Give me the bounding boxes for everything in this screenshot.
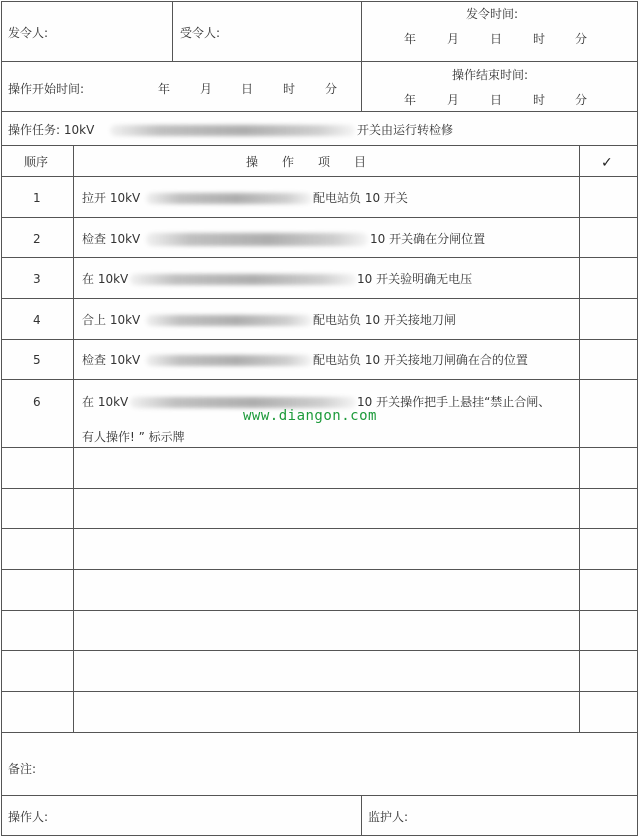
redacted-task-name [110,125,355,136]
issuer-label: 发令人: [8,26,49,40]
row-3-prefix: 在 10kV [82,272,129,286]
remarks-row-bottom [1,795,638,796]
task-label: 操作任务: 10kV [8,123,95,137]
issue-time-hour: 时 [533,32,546,46]
row-6-suffix: 10 开关操作把手上悬挂“禁止合闸、 [357,395,551,409]
border-left [1,1,2,836]
row-line-8 [1,528,638,529]
row-6-line2: 有人操作! ” 标示牌 [82,430,185,444]
header-divider-2 [361,1,362,61]
row-line-6 [1,447,638,448]
operator-label: 操作人: [8,810,49,824]
border-right [637,1,638,836]
issue-time-month: 月 [447,32,460,46]
row-1-seq: 1 [33,191,41,205]
row-line-4 [1,339,638,340]
redacted-row-5 [146,355,312,366]
start-time-hour: 时 [283,82,296,96]
row-3-suffix: 10 开关验明确无电压 [357,272,473,286]
start-time-month: 月 [200,82,213,96]
col-header-item: 操 作 项 目 [246,155,367,169]
row-4-suffix: 配电站负 10 开关接地刀闸 [313,313,456,327]
row-2-prefix: 检查 10kV [82,232,141,246]
table-col-divider-1 [73,145,74,732]
row-1-prefix: 拉开 10kV [82,191,141,205]
table-header-bottom [1,176,638,177]
start-time-minute: 分 [325,82,338,96]
row-5-seq: 5 [33,353,41,367]
optime-row-bottom [1,111,638,112]
receiver-label: 受令人: [180,26,221,40]
row-5-suffix: 配电站负 10 开关接地刀闸确在合的位置 [313,353,528,367]
row-6-seq: 6 [33,395,41,409]
row-3-seq: 3 [33,272,41,286]
start-time-day: 日 [241,82,254,96]
issue-time-label: 发令时间: [466,7,519,21]
row-line-5 [1,379,638,380]
end-time-year: 年 [404,93,417,107]
table-col-divider-2 [579,145,580,732]
row-5-prefix: 检查 10kV [82,353,141,367]
row-4-prefix: 合上 10kV [82,313,141,327]
row-line-3 [1,298,638,299]
row-line-13 [1,732,638,733]
issue-time-minute: 分 [575,32,588,46]
end-time-label: 操作结束时间: [452,68,529,82]
redacted-row-2 [146,233,368,246]
supervisor-label: 监护人: [368,810,409,824]
border-top [1,1,638,2]
site-watermark: www.diangon.com [243,408,377,424]
row-line-10 [1,610,638,611]
check-mark-icon: ✓ [601,155,613,171]
row-line-2 [1,257,638,258]
end-time-day: 日 [490,93,503,107]
task-row-bottom [1,145,638,146]
row-2-seq: 2 [33,232,41,246]
redacted-row-3 [130,274,356,285]
row-line-9 [1,569,638,570]
row-line-11 [1,650,638,651]
end-time-hour: 时 [533,93,546,107]
start-time-label: 操作开始时间: [8,82,85,96]
row-line-12 [1,691,638,692]
row-line-7 [1,488,638,489]
header-row-bottom [1,61,638,62]
issue-time-day: 日 [490,32,503,46]
end-time-minute: 分 [575,93,588,107]
optime-divider [361,61,362,111]
redacted-row-4 [146,315,312,326]
row-6-prefix: 在 10kV [82,395,129,409]
start-time-year: 年 [158,82,171,96]
footer-divider [361,795,362,836]
header-divider-1 [172,1,173,61]
remarks-label: 备注: [8,762,37,776]
redacted-row-6 [130,397,356,408]
redacted-row-1 [146,193,312,204]
row-1-suffix: 配电站负 10 开关 [313,191,408,205]
issue-time-year: 年 [404,32,417,46]
end-time-month: 月 [447,93,460,107]
task-suffix: 开关由运行转检修 [357,123,454,137]
row-4-seq: 4 [33,313,41,327]
border-bottom [1,835,638,836]
row-2-suffix: 10 开关确在分闸位置 [370,232,486,246]
col-header-seq: 顺序 [24,155,49,169]
row-line-1 [1,217,638,218]
